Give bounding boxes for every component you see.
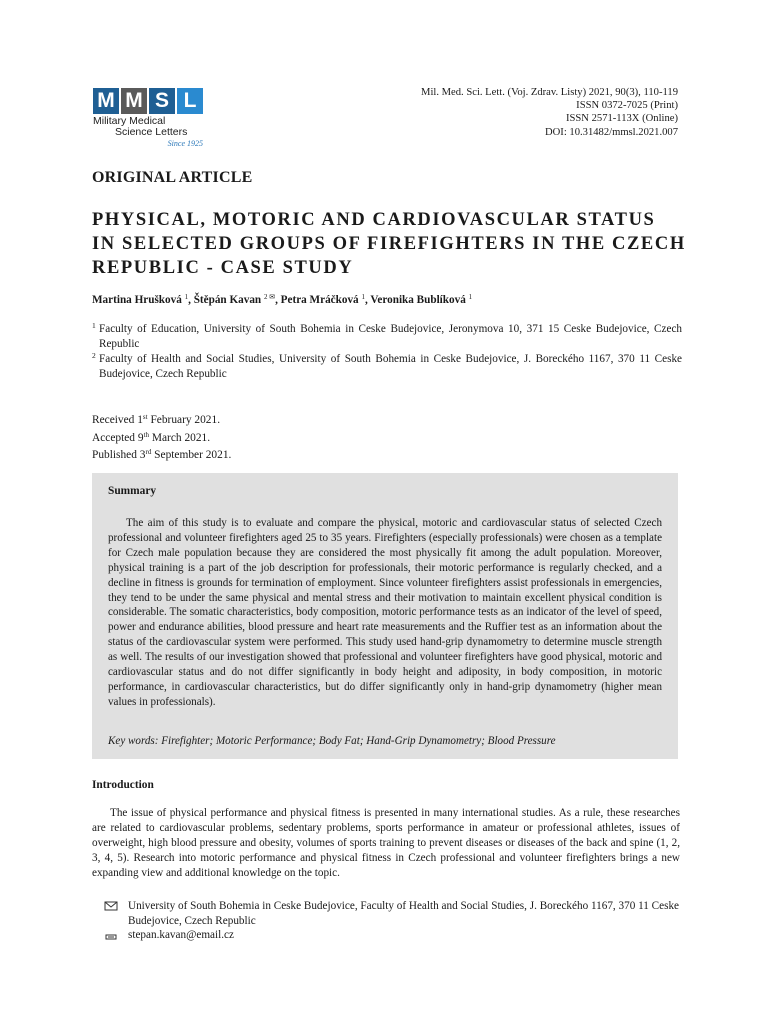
affiliation-text: Faculty of Health and Social Studies, University of South Bohemia in Ceske Budejovice, J. Boreckého 1167, 370 11 Ceske Budejovice, Czech Republic (99, 353, 682, 380)
affiliation-text: Faculty of Education, University of South Bohemia in Ceske Budejovice, Jeronymova 10, 371 15 Ceske Budejovice, Czech Republic (99, 323, 682, 350)
correspondence-address-row (92, 899, 682, 928)
date-ordinal: th (143, 430, 150, 439)
email-icon (104, 929, 118, 941)
logo-letter: S (149, 88, 175, 114)
accepted-date (92, 428, 231, 446)
published-date (92, 445, 231, 463)
correspondence-email[interactable]: stepan.kavan@email.cz (128, 929, 234, 942)
article-type: ORIGINAL ARTICLE (92, 169, 253, 186)
envelope-icon (104, 900, 118, 912)
logo-letter: L (177, 88, 203, 114)
date-text: Received 1 (92, 414, 143, 426)
journal-citation: Mil. Med. Sci. Lett. (Voj. Zdrav. Listy) 2021, 90(3), 110-119 (421, 87, 678, 98)
date-text: September 2021. (151, 449, 232, 462)
summary-box (92, 473, 678, 759)
author-affiliation-mark: 1 (468, 293, 473, 301)
correspondence-footnote (92, 899, 682, 943)
author-list: Martina Hrušková $^1$, Štěpán Kavan $^{2 ✉}$, Petra Mráčková $^1$, Veronika Bublíková $^1$ (92, 293, 473, 306)
affiliation-number: 2 (92, 351, 96, 360)
logo-text-line1: Military Medical (93, 115, 166, 127)
date-ordinal: rd (145, 448, 152, 457)
journal-logo (93, 88, 205, 148)
doi-link[interactable]: DOI: 10.31482/mmsl.2021.007 (544, 126, 678, 138)
introduction-heading: Introduction (92, 779, 154, 791)
summary-heading: Summary (108, 485, 157, 497)
title-line: REPUBLIC - CASE STUDY (92, 258, 354, 278)
affiliation-number: 1 (92, 321, 96, 330)
keywords: Key words: Firefighter; Motoric Performance; Body Fat; Hand-Grip Dynamometry; Blood Pressure (108, 735, 556, 747)
date-ordinal: st (142, 413, 148, 421)
affiliation (92, 322, 682, 352)
issn-print: ISSN 0372-7025 (Print) (576, 100, 678, 112)
received-date (92, 410, 231, 428)
affiliation (92, 352, 682, 382)
title-line: IN SELECTED GROUPS OF FIREFIGHTERS IN THE CZECH (92, 234, 686, 254)
author-affiliation-mark: 1 (361, 293, 365, 301)
author-affiliation-mark: 1 (184, 293, 189, 301)
article-title (92, 208, 692, 280)
date-text: Published 3 (92, 449, 146, 462)
author-name: Martina Hrušková (92, 294, 182, 306)
author-name: Veronika Bublíková (370, 294, 466, 306)
introduction-text: The issue of physical performance and physical fitness is presented in many international studies. As a rule, these researches are related to cardiovascular problems, sedentary problems, sports performance in amateur or professional athletes, issues of overweight, high blood pressure and obesity, volumes of sports training to prevent diseases or diseases of the back and spine (1, 2, 3, 4, 5). Research into motoric performance and physical fitness in Czech professional and volunteer firefighters brings a new expanding view and additional knowledge on the topic. (92, 807, 680, 879)
date-text: March 2021. (149, 431, 211, 444)
author-name: Štěpán Kavan (193, 294, 262, 306)
logo-since: Since 1925 (167, 139, 203, 148)
logo-letter: M (121, 88, 147, 114)
date-text: Accepted 9 (92, 431, 144, 444)
issn-online: ISSN 2571-113X (Online) (565, 113, 678, 125)
summary-text: The aim of this study is to evaluate and compare the physical, motoric and cardiovascular status of selected Czech professional and volunteer firefighters aged 25 to 35 years. Firefighters (especially professionals) were chosen as a template for Czech male population because they are considered the most physically fit among the adult population. Moreover, physical training is a part of the job description for professionals, their motoric performance is regularly checked, and a decline in fitness is grounds for termination of employment. Since volunteer firefighters assist professionals in emergencies, they tend to be under the same physical and mental stress and their motivation to maintain excellent physical condition is considerable. The somatic characteristics, body composition, motoric performance tests as an indicator of the level of speed, power and endurance abilities, blood pressure and heart rate measurements and the Ruffier test as an information about the status of the cardiovascular system were performed. This study used hand-grip dynamometry to determine muscle strength as well. The results of our investigation showed that professional and volunteer firefighters have good physical, motoric and cardiovascular status and do not differ significantly in body height and adiposity, in body composition, in motoric performance, in cardiovascular characteristics, but do differ significantly only in hand-grip dynamometry (higher mean values in professionals). (108, 517, 662, 708)
article-dates (92, 410, 231, 463)
correspondence-address: University of South Bohemia in Ceske Budejovice, Faculty of Health and Social Studies, J. Boreckého 1167, 370 11 Ceske Budejovice, Czech Republic (128, 900, 679, 927)
logo-letter-boxes (93, 88, 205, 114)
logo-text-line2: Science Letters (115, 126, 188, 138)
correspondence-email-row (92, 928, 682, 943)
author-name: Petra Mráčková (280, 294, 359, 306)
title-line: PHYSICAL, MOTORIC AND CARDIOVASCULAR STATUS (92, 210, 656, 230)
logo-letter: M (93, 88, 119, 114)
date-text: February 2021. (147, 414, 221, 426)
journal-info (421, 86, 678, 139)
author-affiliation-mark: 2 ✉ (263, 293, 276, 301)
